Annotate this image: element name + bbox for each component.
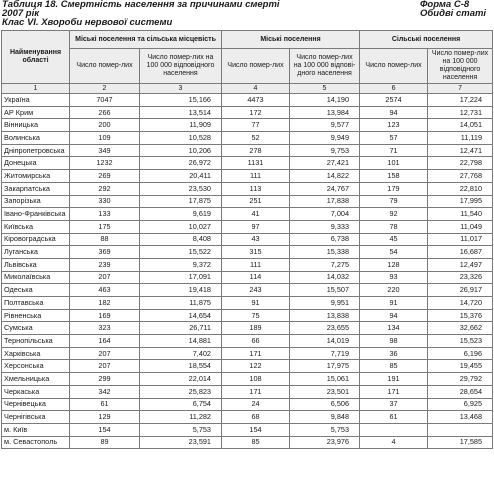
table-row xyxy=(2,233,493,246)
deaths-urban-cell: 68 xyxy=(222,411,290,424)
deaths-total-cell: 200 xyxy=(70,119,140,132)
table-row xyxy=(2,322,493,335)
rate-urban-cell: 14,822 xyxy=(290,170,360,183)
col-header-region: Найменування області xyxy=(2,31,70,84)
deaths-rural-cell: 134 xyxy=(360,322,428,335)
col-number: 5 xyxy=(290,84,360,94)
region-cell: Сумська xyxy=(2,322,70,335)
rate-rural-cell: 12,731 xyxy=(428,106,493,119)
deaths-rural-cell: 2574 xyxy=(360,94,428,107)
rate-total-cell: 10,528 xyxy=(140,132,222,145)
rate-rural-cell: 17,224 xyxy=(428,94,493,107)
rate-rural-cell: 12,471 xyxy=(428,144,493,157)
rate-total-cell: 7,402 xyxy=(140,347,222,360)
rate-rural-cell: 14,720 xyxy=(428,297,493,310)
rate-urban-cell: 24,767 xyxy=(290,182,360,195)
rate-total-cell: 10,027 xyxy=(140,220,222,233)
rate-rural-cell: 22,810 xyxy=(428,182,493,195)
deaths-urban-cell: 251 xyxy=(222,195,290,208)
deaths-rural-cell: 92 xyxy=(360,208,428,221)
deaths-urban-cell: 111 xyxy=(222,258,290,271)
region-cell: Луганська xyxy=(2,246,70,259)
rate-rural-cell: 17,585 xyxy=(428,436,493,449)
table-row xyxy=(2,144,493,157)
rate-urban-cell: 17,975 xyxy=(290,360,360,373)
region-cell: Одеська xyxy=(2,284,70,297)
deaths-urban-cell: 85 xyxy=(222,436,290,449)
col-header-deaths: Число помер-лих xyxy=(360,49,428,84)
col-header-rate: Число помер-лих на 100 000 відповідного населення xyxy=(290,49,360,84)
table-class: Клас VI. Хвороби нервової системи xyxy=(2,17,173,28)
deaths-total-cell: 207 xyxy=(70,271,140,284)
rate-rural-cell: 11,049 xyxy=(428,220,493,233)
rate-urban-cell: 23,501 xyxy=(290,385,360,398)
deaths-urban-cell: 75 xyxy=(222,309,290,322)
deaths-rural-cell: 91 xyxy=(360,297,428,310)
form-note: Обидві статі xyxy=(420,8,487,19)
rate-rural-cell: 16,687 xyxy=(428,246,493,259)
rate-urban-cell: 14,032 xyxy=(290,271,360,284)
deaths-total-cell: 89 xyxy=(70,436,140,449)
deaths-rural-cell: 57 xyxy=(360,132,428,145)
form-label: Форма С-8 xyxy=(420,0,470,10)
col-number: 6 xyxy=(360,84,428,94)
rate-total-cell: 23,530 xyxy=(140,182,222,195)
deaths-rural-cell: 94 xyxy=(360,309,428,322)
table-row xyxy=(2,284,493,297)
table-row xyxy=(2,373,493,386)
deaths-rural-cell: 98 xyxy=(360,335,428,348)
rate-urban-cell: 13,838 xyxy=(290,309,360,322)
deaths-rural-cell: 123 xyxy=(360,119,428,132)
deaths-urban-cell: 243 xyxy=(222,284,290,297)
rate-total-cell: 14,881 xyxy=(140,335,222,348)
table-row xyxy=(2,258,493,271)
table-row xyxy=(2,246,493,259)
col-header-deaths: Число помер-лих xyxy=(222,49,290,84)
deaths-urban-cell: 113 xyxy=(222,182,290,195)
rate-total-cell: 9,372 xyxy=(140,258,222,271)
col-header-rate: Число помер-лих на 100 000 відповідного населення xyxy=(428,49,493,84)
rate-urban-cell: 15,338 xyxy=(290,246,360,259)
region-cell: Миколаївська xyxy=(2,271,70,284)
rate-rural-cell: 6,196 xyxy=(428,347,493,360)
rate-rural-cell: 23,326 xyxy=(428,271,493,284)
deaths-urban-cell: 278 xyxy=(222,144,290,157)
deaths-rural-cell: 54 xyxy=(360,246,428,259)
rate-rural-cell: 6,925 xyxy=(428,398,493,411)
deaths-urban-cell: 111 xyxy=(222,170,290,183)
col-number: 4 xyxy=(222,84,290,94)
deaths-urban-cell: 171 xyxy=(222,385,290,398)
deaths-rural-cell: 94 xyxy=(360,106,428,119)
deaths-rural-cell: 128 xyxy=(360,258,428,271)
rate-total-cell: 15,522 xyxy=(140,246,222,259)
deaths-rural-cell: 179 xyxy=(360,182,428,195)
region-cell: м. Севастополь xyxy=(2,436,70,449)
deaths-total-cell: 7047 xyxy=(70,94,140,107)
rate-urban-cell: 6,506 xyxy=(290,398,360,411)
deaths-urban-cell: 172 xyxy=(222,106,290,119)
rate-total-cell: 11,909 xyxy=(140,119,222,132)
rate-total-cell: 15,166 xyxy=(140,94,222,107)
deaths-rural-cell xyxy=(360,423,428,436)
rate-total-cell: 8,408 xyxy=(140,233,222,246)
rate-rural-cell: 15,523 xyxy=(428,335,493,348)
region-cell: АР Крим xyxy=(2,106,70,119)
table-row xyxy=(2,309,493,322)
region-cell: Львівська xyxy=(2,258,70,271)
rate-urban-cell: 5,753 xyxy=(290,423,360,436)
deaths-rural-cell: 85 xyxy=(360,360,428,373)
rate-total-cell: 19,418 xyxy=(140,284,222,297)
rate-urban-cell: 17,838 xyxy=(290,195,360,208)
rate-rural-cell: 11,540 xyxy=(428,208,493,221)
deaths-total-cell: 269 xyxy=(70,170,140,183)
rate-total-cell: 26,972 xyxy=(140,157,222,170)
rate-rural-cell: 17,995 xyxy=(428,195,493,208)
deaths-total-cell: 154 xyxy=(70,423,140,436)
region-cell: Чернігівська xyxy=(2,411,70,424)
col-number: 7 xyxy=(428,84,493,94)
rate-total-cell: 25,823 xyxy=(140,385,222,398)
region-cell: Рівненська xyxy=(2,309,70,322)
rate-urban-cell: 9,949 xyxy=(290,132,360,145)
deaths-total-cell: 182 xyxy=(70,297,140,310)
rate-urban-cell: 9,753 xyxy=(290,144,360,157)
deaths-urban-cell: 122 xyxy=(222,360,290,373)
deaths-total-cell: 207 xyxy=(70,360,140,373)
region-cell: Черкаська xyxy=(2,385,70,398)
deaths-total-cell: 88 xyxy=(70,233,140,246)
table-row xyxy=(2,347,493,360)
rate-urban-cell: 7,275 xyxy=(290,258,360,271)
rate-total-cell: 6,754 xyxy=(140,398,222,411)
rate-total-cell: 10,206 xyxy=(140,144,222,157)
table-title: Таблиця 18. Смертність населення за причинами смерті xyxy=(2,0,280,10)
rate-rural-cell: 28,654 xyxy=(428,385,493,398)
deaths-urban-cell: 41 xyxy=(222,208,290,221)
rate-total-cell: 17,091 xyxy=(140,271,222,284)
region-cell: м. Київ xyxy=(2,423,70,436)
deaths-total-cell: 61 xyxy=(70,398,140,411)
deaths-total-cell: 349 xyxy=(70,144,140,157)
deaths-rural-cell: 101 xyxy=(360,157,428,170)
deaths-rural-cell: 61 xyxy=(360,411,428,424)
rate-total-cell: 5,753 xyxy=(140,423,222,436)
region-cell: Вінницька xyxy=(2,119,70,132)
region-cell: Херсонська xyxy=(2,360,70,373)
rate-rural-cell: 11,119 xyxy=(428,132,493,145)
table-row xyxy=(2,182,493,195)
deaths-rural-cell: 93 xyxy=(360,271,428,284)
rate-total-cell: 14,654 xyxy=(140,309,222,322)
rate-rural-cell: 15,376 xyxy=(428,309,493,322)
deaths-total-cell: 129 xyxy=(70,411,140,424)
region-cell: Дніпропетровська xyxy=(2,144,70,157)
deaths-rural-cell: 78 xyxy=(360,220,428,233)
region-cell: Харківська xyxy=(2,347,70,360)
deaths-total-cell: 330 xyxy=(70,195,140,208)
deaths-urban-cell: 108 xyxy=(222,373,290,386)
rate-urban-cell: 9,333 xyxy=(290,220,360,233)
group-header-rural: Сільські поселення xyxy=(360,31,493,49)
deaths-urban-cell: 114 xyxy=(222,271,290,284)
deaths-rural-cell: 191 xyxy=(360,373,428,386)
table-row xyxy=(2,271,493,284)
deaths-rural-cell: 4 xyxy=(360,436,428,449)
deaths-urban-cell: 315 xyxy=(222,246,290,259)
region-cell: Донецька xyxy=(2,157,70,170)
rate-total-cell: 23,591 xyxy=(140,436,222,449)
col-number: 3 xyxy=(140,84,222,94)
rate-total-cell: 20,411 xyxy=(140,170,222,183)
rate-total-cell: 18,554 xyxy=(140,360,222,373)
table-row xyxy=(2,220,493,233)
deaths-total-cell: 239 xyxy=(70,258,140,271)
rate-rural-cell: 32,662 xyxy=(428,322,493,335)
region-cell: Україна xyxy=(2,94,70,107)
deaths-urban-cell: 171 xyxy=(222,347,290,360)
region-cell: Чернівецька xyxy=(2,398,70,411)
rate-rural-cell: 12,497 xyxy=(428,258,493,271)
rate-urban-cell: 15,061 xyxy=(290,373,360,386)
deaths-total-cell: 207 xyxy=(70,347,140,360)
table-row xyxy=(2,385,493,398)
table-row xyxy=(2,132,493,145)
deaths-total-cell: 292 xyxy=(70,182,140,195)
rate-urban-cell: 7,719 xyxy=(290,347,360,360)
table-header-left xyxy=(2,0,280,27)
deaths-urban-cell: 4473 xyxy=(222,94,290,107)
deaths-total-cell: 369 xyxy=(70,246,140,259)
col-header-deaths: Число помер-лих xyxy=(70,49,140,84)
rate-urban-cell: 27,421 xyxy=(290,157,360,170)
col-number: 1 xyxy=(2,84,70,94)
deaths-total-cell: 463 xyxy=(70,284,140,297)
deaths-urban-cell: 189 xyxy=(222,322,290,335)
deaths-rural-cell: 37 xyxy=(360,398,428,411)
rate-total-cell: 11,282 xyxy=(140,411,222,424)
rate-rural-cell xyxy=(428,423,493,436)
region-cell: Закарпатська xyxy=(2,182,70,195)
rate-rural-cell: 29,792 xyxy=(428,373,493,386)
deaths-urban-cell: 97 xyxy=(222,220,290,233)
rate-urban-cell: 23,976 xyxy=(290,436,360,449)
rate-total-cell: 17,875 xyxy=(140,195,222,208)
rate-rural-cell: 26,917 xyxy=(428,284,493,297)
region-cell: Житомирська xyxy=(2,170,70,183)
rate-urban-cell: 9,951 xyxy=(290,297,360,310)
table-row xyxy=(2,411,493,424)
table-row xyxy=(2,297,493,310)
region-cell: Київська xyxy=(2,220,70,233)
deaths-total-cell: 342 xyxy=(70,385,140,398)
rate-rural-cell: 27,768 xyxy=(428,170,493,183)
region-cell: Хмельницька xyxy=(2,373,70,386)
rate-urban-cell: 9,577 xyxy=(290,119,360,132)
rate-urban-cell: 14,190 xyxy=(290,94,360,107)
table-row xyxy=(2,208,493,221)
rate-urban-cell: 9,848 xyxy=(290,411,360,424)
table-row xyxy=(2,170,493,183)
deaths-rural-cell: 220 xyxy=(360,284,428,297)
table-row xyxy=(2,398,493,411)
rate-total-cell: 13,514 xyxy=(140,106,222,119)
deaths-total-cell: 299 xyxy=(70,373,140,386)
deaths-rural-cell: 79 xyxy=(360,195,428,208)
deaths-urban-cell: 1131 xyxy=(222,157,290,170)
deaths-total-cell: 175 xyxy=(70,220,140,233)
rate-total-cell: 9,619 xyxy=(140,208,222,221)
rate-rural-cell: 11,017 xyxy=(428,233,493,246)
region-cell: Івано-Франківська xyxy=(2,208,70,221)
rate-total-cell: 11,875 xyxy=(140,297,222,310)
rate-total-cell: 22,014 xyxy=(140,373,222,386)
rate-urban-cell: 14,019 xyxy=(290,335,360,348)
deaths-rural-cell: 171 xyxy=(360,385,428,398)
deaths-urban-cell: 66 xyxy=(222,335,290,348)
deaths-total-cell: 109 xyxy=(70,132,140,145)
deaths-total-cell: 164 xyxy=(70,335,140,348)
table-row xyxy=(2,436,493,449)
table-row xyxy=(2,360,493,373)
rate-urban-cell: 15,507 xyxy=(290,284,360,297)
deaths-urban-cell: 52 xyxy=(222,132,290,145)
table-row xyxy=(2,119,493,132)
table-row xyxy=(2,157,493,170)
table-row xyxy=(2,106,493,119)
deaths-urban-cell: 77 xyxy=(222,119,290,132)
col-header-rate: Число помер-лих на 100 000 відповідного населення xyxy=(140,49,222,84)
table-header-right xyxy=(420,0,486,18)
table-row xyxy=(2,94,493,107)
mortality-table xyxy=(1,30,493,449)
table-year: 2007 рік xyxy=(2,8,40,19)
deaths-total-cell: 169 xyxy=(70,309,140,322)
deaths-urban-cell: 24 xyxy=(222,398,290,411)
deaths-total-cell: 266 xyxy=(70,106,140,119)
region-cell: Запорізька xyxy=(2,195,70,208)
region-cell: Полтавська xyxy=(2,297,70,310)
table-row xyxy=(2,335,493,348)
deaths-rural-cell: 71 xyxy=(360,144,428,157)
region-cell: Волинська xyxy=(2,132,70,145)
rate-rural-cell: 14,051 xyxy=(428,119,493,132)
region-cell: Кіровоградська xyxy=(2,233,70,246)
deaths-total-cell: 323 xyxy=(70,322,140,335)
rate-rural-cell: 22,798 xyxy=(428,157,493,170)
rate-urban-cell: 13,984 xyxy=(290,106,360,119)
rate-urban-cell: 23,655 xyxy=(290,322,360,335)
group-header-urban: Міські поселення xyxy=(222,31,360,49)
col-number: 2 xyxy=(70,84,140,94)
deaths-urban-cell: 91 xyxy=(222,297,290,310)
deaths-urban-cell: 154 xyxy=(222,423,290,436)
rate-rural-cell: 13,468 xyxy=(428,411,493,424)
group-header-all: Міські поселення та сільська місцевість xyxy=(70,31,222,49)
table-row xyxy=(2,423,493,436)
deaths-rural-cell: 36 xyxy=(360,347,428,360)
deaths-rural-cell: 158 xyxy=(360,170,428,183)
deaths-rural-cell: 45 xyxy=(360,233,428,246)
rate-urban-cell: 7,004 xyxy=(290,208,360,221)
region-cell: Тернопільська xyxy=(2,335,70,348)
table-row xyxy=(2,195,493,208)
rate-urban-cell: 6,738 xyxy=(290,233,360,246)
deaths-total-cell: 1232 xyxy=(70,157,140,170)
rate-rural-cell: 19,455 xyxy=(428,360,493,373)
deaths-urban-cell: 43 xyxy=(222,233,290,246)
deaths-total-cell: 133 xyxy=(70,208,140,221)
rate-total-cell: 26,711 xyxy=(140,322,222,335)
